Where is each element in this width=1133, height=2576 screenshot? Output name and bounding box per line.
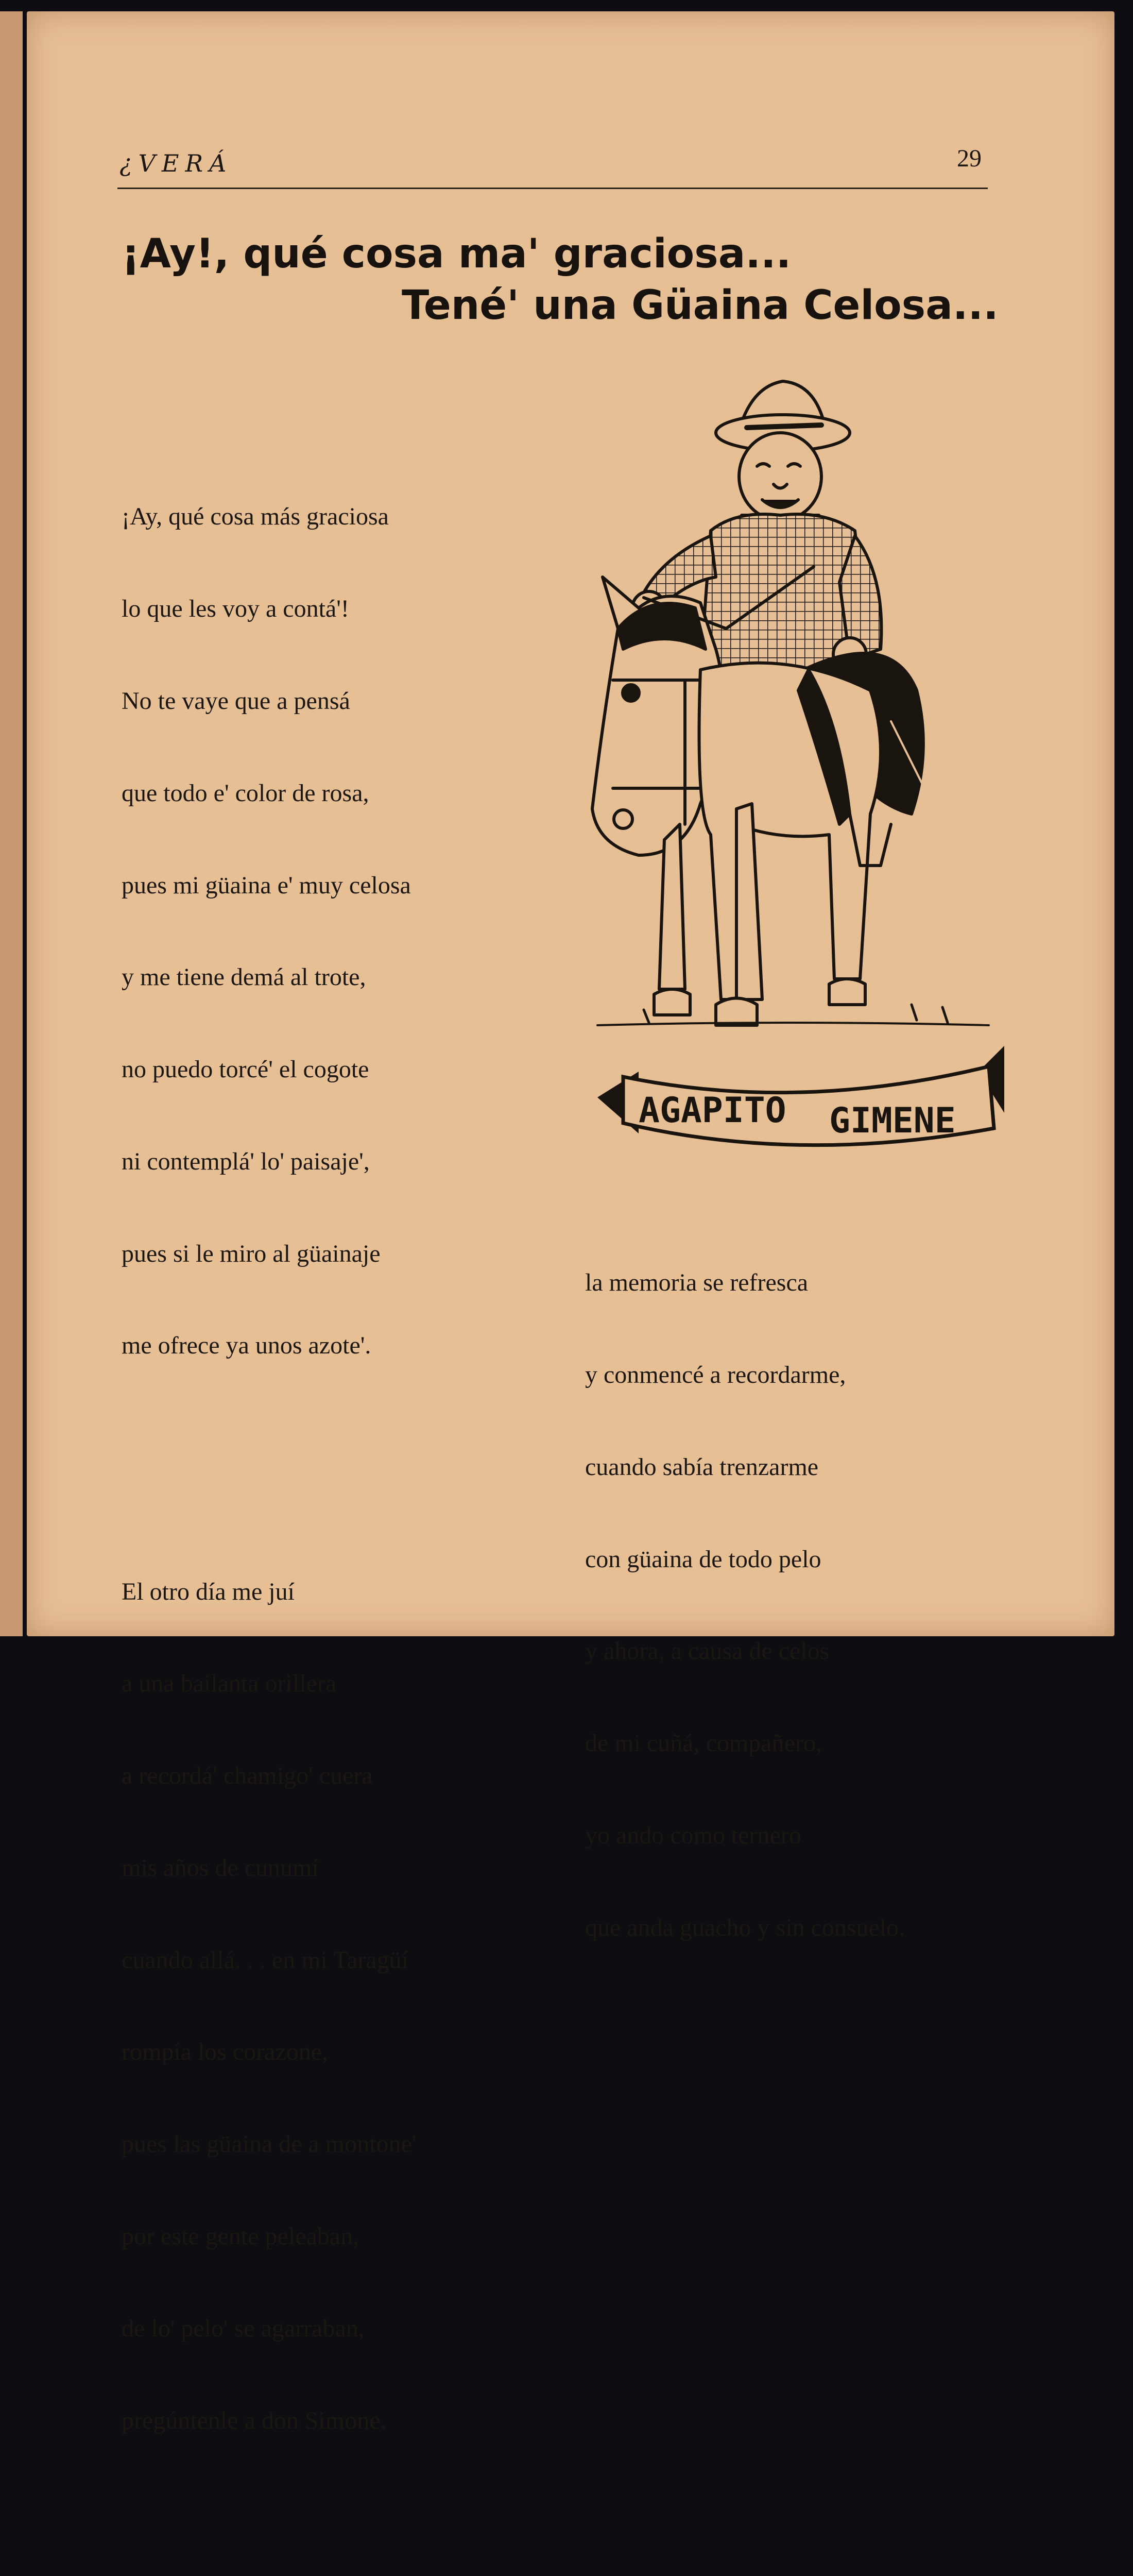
- verse-line: y conmencé a recordarme,: [585, 1361, 846, 1388]
- verse-line: que todo e' color de rosa,: [122, 779, 369, 807]
- banner-text-first: AGAPITO: [639, 1090, 786, 1131]
- verse-line: lo que les voy a contá'!: [122, 595, 349, 623]
- verse-line: de lo' pelo' se agarraban,: [122, 2314, 365, 2342]
- gaucho-on-horse-illustration: [582, 361, 1004, 1206]
- poem-title-line-2: Tené' una Güaina Celosa...: [402, 282, 999, 329]
- banner-text-last: GIMENE: [829, 1100, 956, 1141]
- verse-line: pregúntenle a don Simone.: [122, 2406, 387, 2434]
- verse-line: pues mi güaina e' muy celosa: [122, 871, 411, 899]
- name-banner: [597, 1046, 1004, 1145]
- verse-line: pues las güaina de a montone': [122, 2130, 417, 2158]
- verse-line: me ofrece ya unos azote'.: [122, 1332, 371, 1360]
- verse-line: que anda guacho y sin consuelo.: [585, 1913, 905, 1941]
- stanza-2: [122, 1515, 416, 2497]
- running-head: ¿VERÁ: [119, 149, 233, 177]
- verse-line: ¡Ay, qué cosa más graciosa: [122, 503, 389, 531]
- verse-line: y me tiene demá al trote,: [122, 963, 366, 991]
- verse-line: no puedo torcé' el cogote: [122, 1056, 369, 1083]
- verse-line: cuando allá. . . en mi Taragüí: [122, 1946, 408, 1974]
- verse-line: de mi cuñá, compañero,: [585, 1730, 822, 1757]
- verse-line: a recordá' chamigo' cuera: [122, 1762, 373, 1790]
- verse-line: a una bailanta orillera: [122, 1670, 337, 1698]
- verse-line: por este gente peleaban,: [122, 2223, 359, 2250]
- verse-line: con güaina de todo pelo: [585, 1545, 821, 1573]
- poem-title-line-1: ¡Ay!, qué cosa ma' graciosa...: [122, 231, 792, 277]
- verse-line: la memoria se refresca: [585, 1269, 809, 1297]
- stanza-1: [122, 440, 416, 1422]
- verse-line: yo ando como ternero: [585, 1821, 801, 1849]
- facing-page-edge: [0, 11, 23, 1636]
- verse-line: y ahora, a causa de celos: [585, 1637, 830, 1665]
- verse-line: pues si le miro al güainaje: [122, 1240, 381, 1267]
- verse-line: No te vaye que a pensá: [122, 687, 350, 715]
- header-rule: [117, 188, 988, 189]
- verse-line: mis años de cunumí: [122, 1854, 319, 1882]
- verse-line: cuando sabía trenzarme: [585, 1453, 819, 1481]
- verse-line: rompía los corazone,: [122, 2038, 329, 2066]
- poem-right-column: [585, 1206, 905, 1974]
- verse-line: ni contemplá' lo' paisaje',: [122, 1147, 370, 1175]
- verse-line: El otro día me juí: [122, 1578, 295, 1605]
- page-number: 29: [957, 145, 982, 172]
- poem-left-column: [122, 379, 416, 2576]
